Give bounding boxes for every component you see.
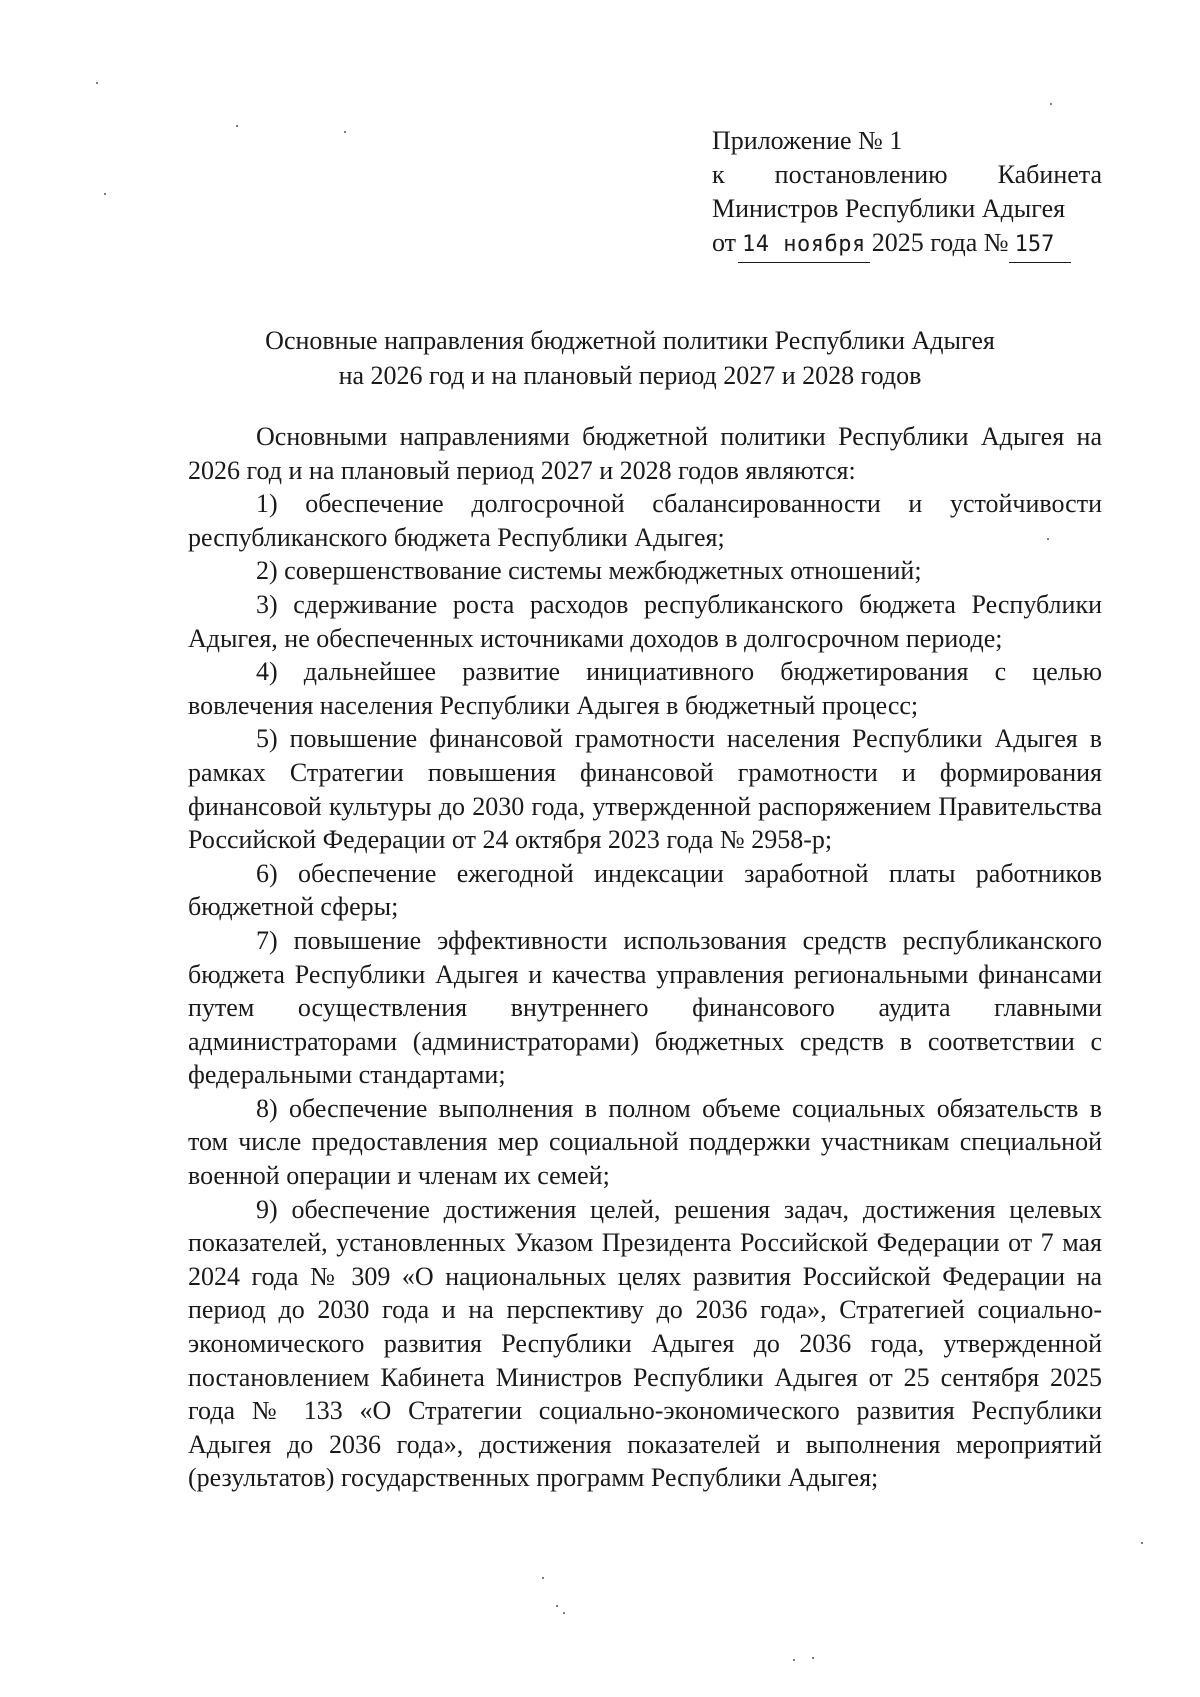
body-intro: Основными направлениями бюджетной политики Республики Адыгея на 2026 год и на плановый период 2027 и 2028 годов являются: [188,422,1102,485]
annex-to-word: к [712,160,725,189]
list-item: 3) сдерживание роста расходов республиканского бюджета Республики Адыгея, не обеспеченных источниками доходов в долгосрочном периоде; [188,589,1102,653]
list-item: 6) обеспечение ежегодной индексации заработной платы работников бюджетной сферы; [188,858,1102,922]
annex-cabinet-word: Кабинета [997,160,1102,189]
list-item: 1) обеспечение долгосрочной сбалансированности и устойчивости республиканского бюджета Республики Адыгея; [188,489,1102,552]
scan-speck [556,1605,558,1607]
annex-date-line [712,226,1102,263]
scan-speck [104,193,106,195]
list-item: 9) обеспечение достижения целей, решения задач, достижения целевых показателей, установленных Указом Президента Российской Федерации от 7 мая 2024 года № 309 «О национальных целях развития Российской Федерации на период до 2030 года и на перспективу до 2036 года», Стратегией социально-экономического развития Республики Адыгея до 2036 года, утвержденной постановлением Кабинета Министров Республики Адыгея от 25 сентября 2025 года № 133 «О Стратегии социально-экономического развития Республики Адыгея до 2036 года», достижения показателей и выполнения мероприятий (результатов) государственных программ Республики Адыгея; [188,1194,1102,1493]
scan-speck [1141,1542,1143,1544]
title-line-1: Основные направления бюджетной политики Республики Адыгея [265,326,995,355]
list-item: 2) совершенствование системы межбюджетных отношений; [256,556,922,586]
list-item: 4) дальнейшее развитие инициативного бюджетирования с целью вовлечения населения Республики Адыгея в бюджетный процесс; [188,657,1102,720]
scan-speck [344,131,346,133]
annex-resolution-word: постановлению [774,160,948,189]
list-item: 7) повышение эффективности использования средств республиканского бюджета Республики Адыгея и качества управления региональными финансами путем осуществления внутреннего финансового аудита главными администраторами (администраторами) бюджетных средств в соответствии с федеральными стандартами; [188,925,1102,1090]
document-body [188,420,1102,1495]
annex-from-word: от [712,228,737,257]
annex-header [712,124,1102,263]
annex-line-3: Министров Республики Адыгея [712,194,1066,223]
scan-speck [236,125,238,127]
title-line-2: на 2026 год и на плановый период 2027 и 2028 годов [338,361,922,390]
scan-speck [793,1659,795,1661]
annex-year-text: 2025 года № [871,228,1009,257]
scan-speck [563,1612,565,1614]
annex-title: Приложение № 1 [712,126,903,155]
document-title [190,323,1070,393]
scan-speck [1047,538,1049,540]
annex-number-field: 157 [1009,228,1071,263]
list-item: 5) повышение финансовой грамотности населения Республики Адыгея в рамках Стратегии повышения финансовой грамотности и формирования финансовой культуры до 2030 года, утвержденной распоряжением Правительства Российской Федерации от 24 октября 2023 года № 2958-р; [188,724,1102,855]
scan-speck [812,1657,814,1659]
annex-line-2 [712,158,1102,192]
scan-speck [542,1577,544,1579]
scan-speck [96,82,98,84]
scan-speck [1050,103,1052,105]
list-item: 8) обеспечение выполнения в полном объеме социальных обязательств в том числе предоставления мер социальной поддержки участникам специальной военной операции и членам их семей; [188,1093,1102,1191]
annex-date-field: 14 ноября [738,228,870,263]
